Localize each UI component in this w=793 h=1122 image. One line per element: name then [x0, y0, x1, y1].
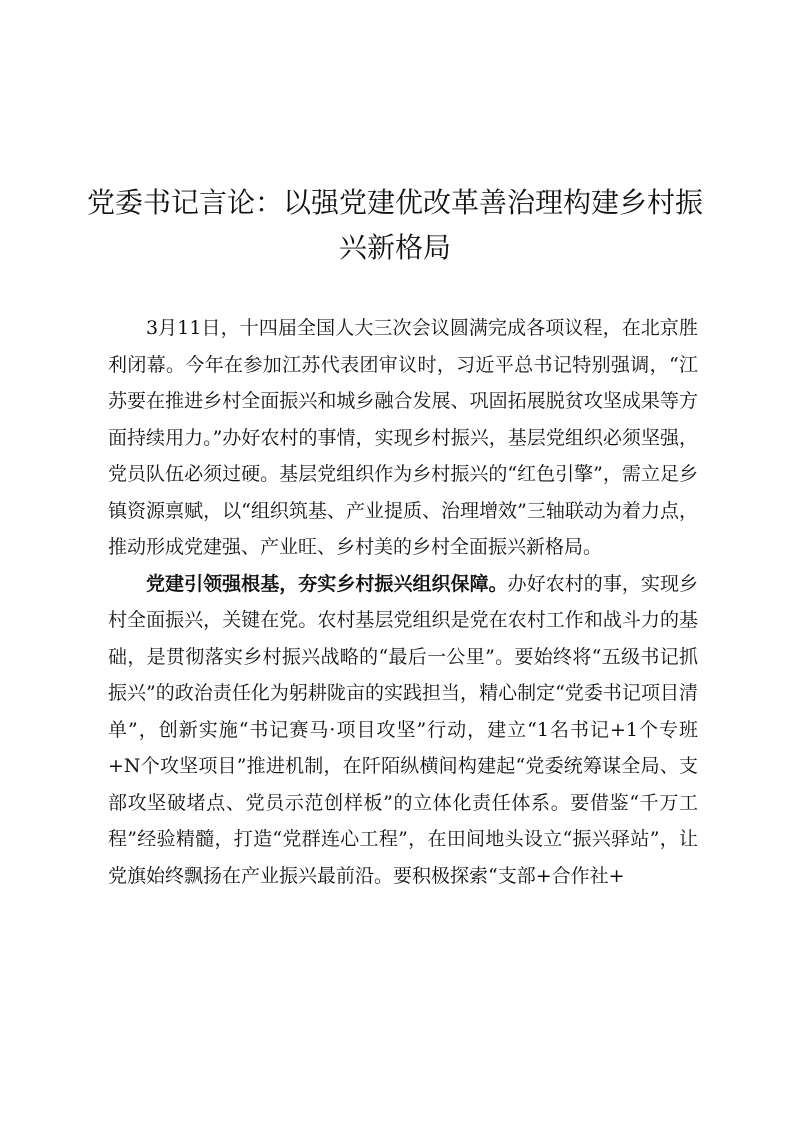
paragraph-party-building-text: 办好农村的事，实现乡村全面振兴，关键在党。农村基层党组织是党在农村工作和战斗力的基础，是贯彻落实乡村振兴战略的“最后一公里”。要始终将“五级书记抓振兴”的政治责任化为躬耕陇亩的实践担当，精心制定“党委书记项目清单”，创新实施“书记赛马·项目攻坚”行动，建立“1名书记+1个专班+N个攻坚项目”推进机制，在阡陌纵横间构建起“党委统筹谋全局、支部攻坚破堵点、党员示范创样板”的立体化责任体系。要借鉴“千万工程”经验精髓，打造“党群连心工程”，在田间地头设立“振兴驿站”，让党旗始终飘扬在产业振兴最前沿。要积极探索“支部+合作社+: [108, 572, 698, 887]
paragraph-party-building: [108, 566, 698, 895]
paragraph-party-building-lead: 党建引领强根基，夯实乡村振兴组织保障。: [146, 572, 508, 595]
paragraph-intro-text: 3月11日，十四届全国人大三次会议圆满完成各项议程，在北京胜利闭幕。今年在参加江苏代表团审议时，习近平总书记特别强调，“江苏要在推进乡村全面振兴和城乡融合发展、巩固拓展脱贫攻坚成果等方面持续用力。”办好农村的事情，实现乡村振兴，基层党组织必须坚强，党员队伍必须过硬。基层党组织作为乡村振兴的“红色引擎”，需立足乡镇资源禀赋，以“组织筑基、产业提质、治理增效”三轴联动为着力点，推动形成党建强、产业旺、乡村美的乡村全面振兴新格局。: [108, 317, 698, 558]
document-body: [108, 310, 698, 894]
paragraph-intro: [108, 310, 698, 566]
document-title: 党委书记言论：以强党建优改革善治理构建乡村振兴新格局: [86, 186, 703, 264]
